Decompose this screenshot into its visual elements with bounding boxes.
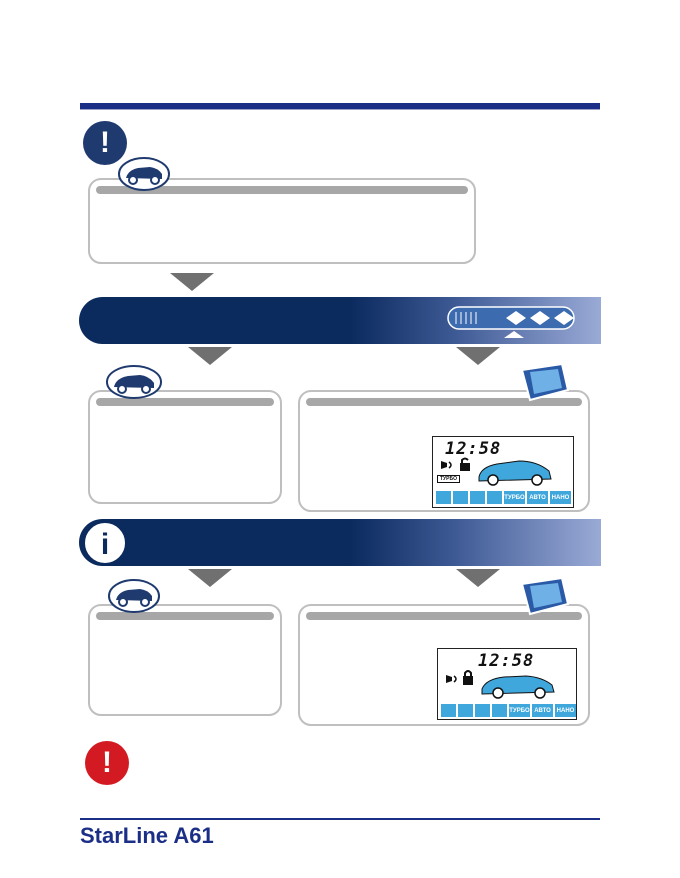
lcd-button-row	[441, 704, 576, 717]
lock-icon	[462, 669, 474, 685]
lcd-cell: АВТО	[527, 491, 548, 504]
siren-icon	[439, 459, 455, 471]
arrow-down-icon	[188, 347, 232, 365]
lcd-cell: НАНО	[550, 491, 571, 504]
lcd-cell	[487, 491, 502, 504]
lcd-cell: НАНО	[555, 704, 576, 717]
car-display-icon	[478, 667, 558, 699]
car-icon	[106, 364, 162, 400]
lcd-time: 12:58	[445, 439, 502, 459]
footer-rule	[80, 818, 600, 820]
lock-icon	[459, 457, 471, 471]
lcd-cell	[475, 704, 490, 717]
turbo-tag: ТУРБО	[437, 475, 460, 483]
arrow-down-icon	[456, 569, 500, 587]
lcd-cell: ТУРБО	[509, 704, 530, 717]
lcd-cell	[453, 491, 468, 504]
lcd-time: 12:58	[478, 651, 535, 671]
lcd-button-row	[436, 491, 571, 504]
key-fob-icon	[446, 303, 578, 339]
important-icon: !	[83, 121, 127, 165]
header-rule	[80, 103, 600, 110]
lcd-cell	[436, 491, 451, 504]
info-box-car-left-2	[88, 604, 282, 716]
lcd-cell	[458, 704, 473, 717]
arrow-down-icon	[188, 569, 232, 587]
remote-icon	[516, 362, 570, 402]
arrow-down-icon	[456, 347, 500, 365]
brand-title: StarLine A61	[80, 823, 214, 848]
info-box-car-left-1	[88, 390, 282, 504]
car-display-icon	[475, 451, 555, 487]
lcd-display	[437, 648, 577, 720]
lcd-cell: АВТО	[532, 704, 553, 717]
car-icon	[108, 578, 160, 614]
section-band-info	[79, 519, 601, 566]
info-icon: i	[83, 521, 127, 565]
remote-icon	[516, 576, 570, 616]
lcd-cell	[492, 704, 507, 717]
lcd-cell	[441, 704, 456, 717]
lcd-display	[432, 436, 574, 508]
arrow-down-icon	[170, 273, 214, 291]
siren-icon	[444, 673, 460, 685]
lcd-cell	[470, 491, 485, 504]
lcd-cell: ТУРБО	[504, 491, 525, 504]
warning-icon: !	[85, 741, 129, 785]
car-icon	[118, 156, 170, 192]
